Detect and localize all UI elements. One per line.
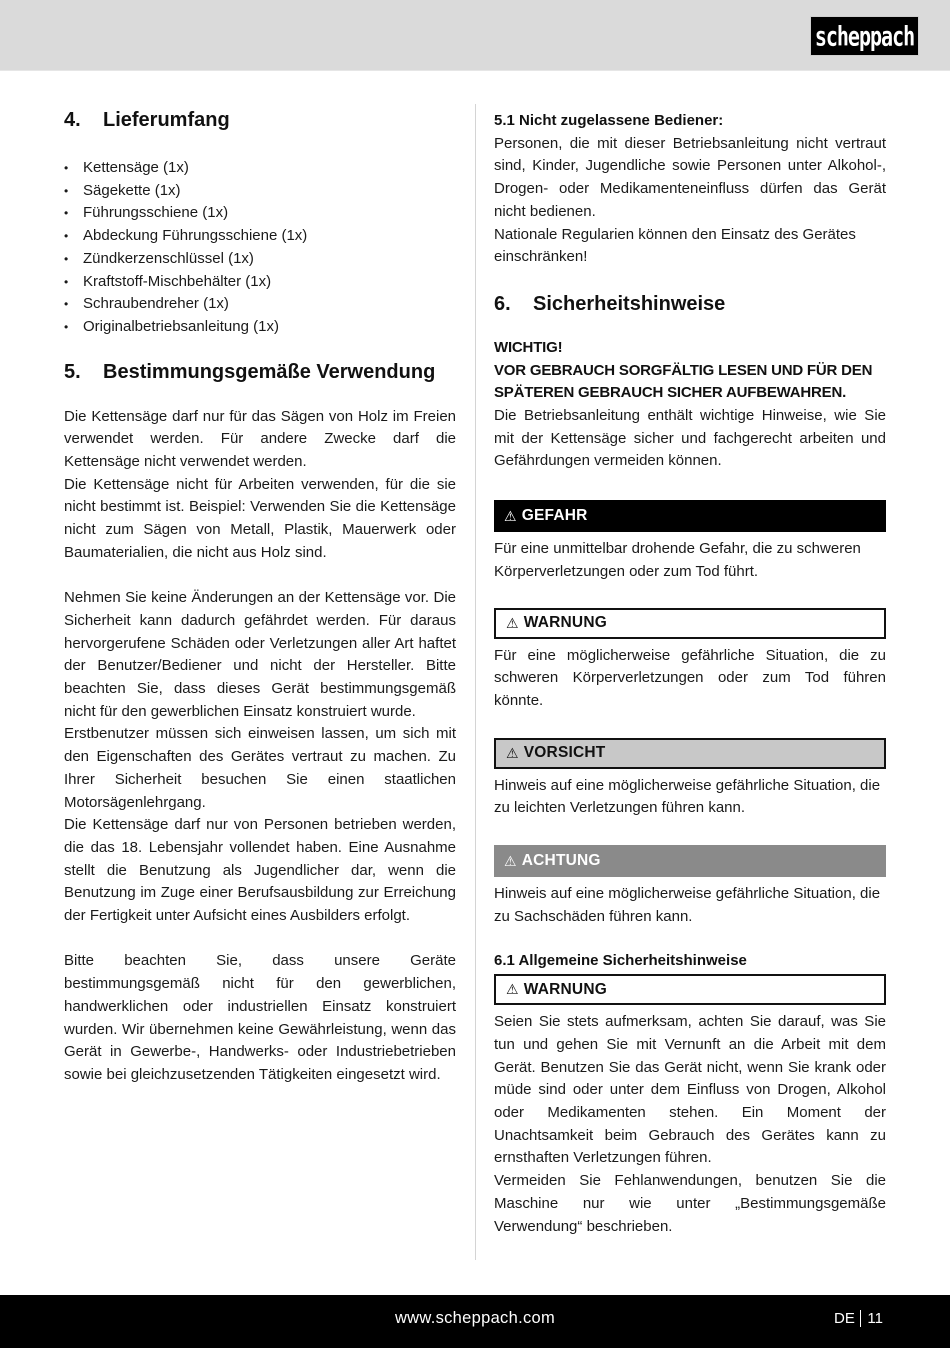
section-title: Bestimmungsgemäße Verwendung bbox=[103, 360, 436, 383]
bullet-icon: • bbox=[64, 319, 69, 334]
warning-triangle-icon: ⚠ bbox=[506, 614, 519, 631]
bullet-icon: • bbox=[64, 229, 69, 244]
column-divider bbox=[475, 104, 476, 1260]
section-6-heading bbox=[494, 292, 886, 316]
warning-triangle-icon: ⚠ bbox=[504, 507, 517, 524]
signal-label: VORSICHT bbox=[523, 744, 606, 762]
list-item-text: Zündkerzenschlüssel (1x) bbox=[83, 249, 254, 267]
scheppach-logo bbox=[810, 16, 919, 56]
separator bbox=[860, 1310, 862, 1327]
paragraph: Nationale Regularien können den Einsatz des Gerätes einschränken! bbox=[494, 225, 856, 266]
subsection-heading: 5.1 Nicht zugelassene Bediener: bbox=[494, 112, 724, 129]
list-item bbox=[64, 293, 456, 316]
bullet-icon: • bbox=[64, 161, 69, 175]
list-item-text: Führungsschiene (1x) bbox=[83, 204, 229, 222]
signal-description: Für eine möglicherweise gefährliche Situation, die zu schweren Körperverletzungen oder zum Tod führen könnte. bbox=[494, 646, 886, 709]
signal-label: WARNUNG bbox=[523, 980, 607, 998]
paragraph: Erstbenutzer müssen sich einweisen lassen, um sich mit den Eigenschaften des Gerätes vertraut zu machen. Zu Ihrer Sicherheit besuchen Sie einen staatlichen Motorsägenlehrgang. bbox=[64, 725, 456, 811]
bullet-icon: • bbox=[64, 251, 69, 266]
warning-triangle-icon: ⚠ bbox=[506, 744, 519, 761]
list-item bbox=[64, 157, 456, 180]
list-item bbox=[64, 180, 456, 203]
list-item-text: Schraubendreher (1x) bbox=[83, 295, 229, 313]
page-indicator bbox=[834, 1310, 883, 1327]
signal-box-warning bbox=[494, 608, 886, 639]
signal-description: Hinweis auf eine möglicherweise gefährliche Situation, die zu leichten Verletzungen führen kann. bbox=[494, 776, 881, 817]
scope-of-delivery-list bbox=[64, 157, 456, 339]
paragraph: Vermeiden Sie Fehlanwendungen, benutzen Sie die Maschine nur wie unter „Bestimmungsgemäße Verwendung“ beschrieben. bbox=[494, 1172, 886, 1235]
list-item bbox=[64, 316, 456, 339]
section-number: 6. bbox=[494, 292, 511, 315]
subsection-heading: 6.1 Allgemeine Sicherheitshinweise bbox=[494, 952, 747, 970]
section-title: Lieferumfang bbox=[103, 109, 230, 131]
page-footer bbox=[0, 1295, 950, 1348]
list-item bbox=[64, 271, 456, 294]
list-item-text: Originalbetriebsanleitung (1x) bbox=[83, 317, 279, 335]
signal-box-warning bbox=[494, 974, 886, 1005]
signal-description: Für eine unmittelbar drohende Gefahr, die zu schweren Körperverletzungen oder zum Tod führt. bbox=[494, 540, 861, 580]
website-link[interactable]: www.scheppach.com bbox=[394, 1309, 556, 1327]
signal-description: Hinweis auf eine möglicherweise gefährliche Situation, die zu Sachschäden führen kann. bbox=[494, 885, 881, 925]
list-item-text: Kettensäge (1x) bbox=[83, 159, 189, 176]
section-number: 5. bbox=[64, 360, 81, 383]
list-item-text: Sägekette (1x) bbox=[83, 181, 181, 199]
bullet-icon: • bbox=[64, 274, 69, 289]
section-4-heading bbox=[64, 108, 456, 132]
language-code: DE bbox=[834, 1310, 855, 1327]
paragraph: Die Kettensäge nicht für Arbeiten verwenden, für die sie nicht bestimmt ist. Beispiel: Verwenden Sie die Kettensäge nicht zum Sägen von Metall, Plastik, Mauerwerk oder Baumaterialien, die nicht aus Holz sind. bbox=[64, 475, 456, 561]
section-5-heading bbox=[64, 360, 456, 384]
page-header bbox=[0, 0, 950, 71]
paragraph: Nehmen Sie keine Änderungen an der Kettensäge vor. Die Sicherheit kann dadurch gefährdet werden. Für daraus hervorgerufene Schäden oder Verletzungen aller Art haftet der Benutzer/Bediener und nicht der Hersteller. Bitte beachten Sie, dass dieses Gerät bestimmungsgemäß nicht für den gewerblichen Einsatz konstruiert wurde. bbox=[64, 589, 456, 720]
section-title: Sicherheitshinweise bbox=[533, 292, 726, 315]
logo-text: scheppach bbox=[814, 19, 915, 53]
signal-label: ACHTUNG bbox=[521, 852, 601, 870]
paragraph: Seien Sie stets aufmerksam, achten Sie darauf, was Sie tun und gehen Sie mit Vernunft an die Arbeit mit dem Gerät. Benutzen Sie das Gerät nicht, wenn Sie krank oder müde sind oder unter dem Einfluss von Drogen, Alkohol oder Medikamenten stehen. Ein Moment der Unachtsamkeit beim Gebrauch des Gerätes kann zu ernsthaften Verletzungen führen. bbox=[494, 1013, 886, 1167]
list-item bbox=[64, 202, 456, 225]
signal-box-notice bbox=[494, 845, 886, 877]
left-column bbox=[64, 104, 456, 1087]
paragraph: Die Kettensäge darf nur für das Sägen von Holz im Freien verwendet werden. Für andere Zwecke darf die Kettensäge nicht verwendet werden. bbox=[64, 407, 456, 471]
list-item-text: Kraftstoff-Mischbehälter (1x) bbox=[83, 272, 272, 290]
warning-triangle-icon: ⚠ bbox=[504, 852, 517, 869]
signal-label: WARNUNG bbox=[523, 614, 607, 632]
section-number: 4. bbox=[64, 109, 81, 131]
paragraph: Bitte beachten Sie, dass unsere Geräte bestimmungsgemäß nicht für den gewerblichen, handwerklichen oder industriellen Einsatz konstruiert wurden. Wir übernehmen keine Gewährleistung, wenn das Gerät in Gewerbe-, Handwerks- oder Industriebetrieben sowie bei gleichzusetzenden Tätigkeiten eingesetzt wird. bbox=[64, 952, 456, 1083]
list-item-text: Abdeckung Führungsschiene (1x) bbox=[83, 227, 308, 245]
signal-box-caution bbox=[494, 738, 886, 769]
important-label: WICHTIG! bbox=[494, 338, 563, 356]
page-number: 11 bbox=[867, 1310, 883, 1327]
paragraph: Die Betriebsanleitung enthält wichtige Hinweise, wie Sie mit der Kettensäge sicher und fachgerecht arbeiten und Gefährdungen vermeiden können. bbox=[494, 407, 886, 470]
signal-box-danger bbox=[494, 500, 886, 532]
bullet-icon: • bbox=[64, 206, 69, 221]
bullet-icon: • bbox=[64, 183, 69, 198]
paragraph: Die Kettensäge darf nur von Personen betrieben werden, die das 18. Lebensjahr vollendet haben. Eine Ausnahme stellt die Benutzung als Jugendlicher dar, wenn die Benutzung im Zuge einer Berufsausbildung zur Erreichung der Fertigkeit unter Aufsicht eines Ausbilders erfolgt. bbox=[64, 816, 456, 925]
list-item bbox=[64, 248, 456, 271]
list-item bbox=[64, 225, 456, 248]
warning-triangle-icon: ⚠ bbox=[506, 981, 519, 998]
important-text: VOR GEBRAUCH SORGFÄLTIG LESEN UND FÜR DEN bbox=[494, 361, 873, 379]
right-column bbox=[494, 104, 886, 1238]
important-text: SPÄTEREN GEBRAUCH SICHER AUFBEWAHREN. bbox=[494, 384, 847, 402]
bullet-icon: • bbox=[64, 297, 69, 312]
paragraph: Personen, die mit dieser Betriebsanleitung nicht vertraut sind, Kinder, Jugendliche sowie Personen unter Alkohol-, Drogen- oder Medikamenteneinfluss dürfen das Gerät nicht bedienen. bbox=[494, 134, 886, 220]
signal-label: GEFAHR bbox=[521, 507, 588, 525]
